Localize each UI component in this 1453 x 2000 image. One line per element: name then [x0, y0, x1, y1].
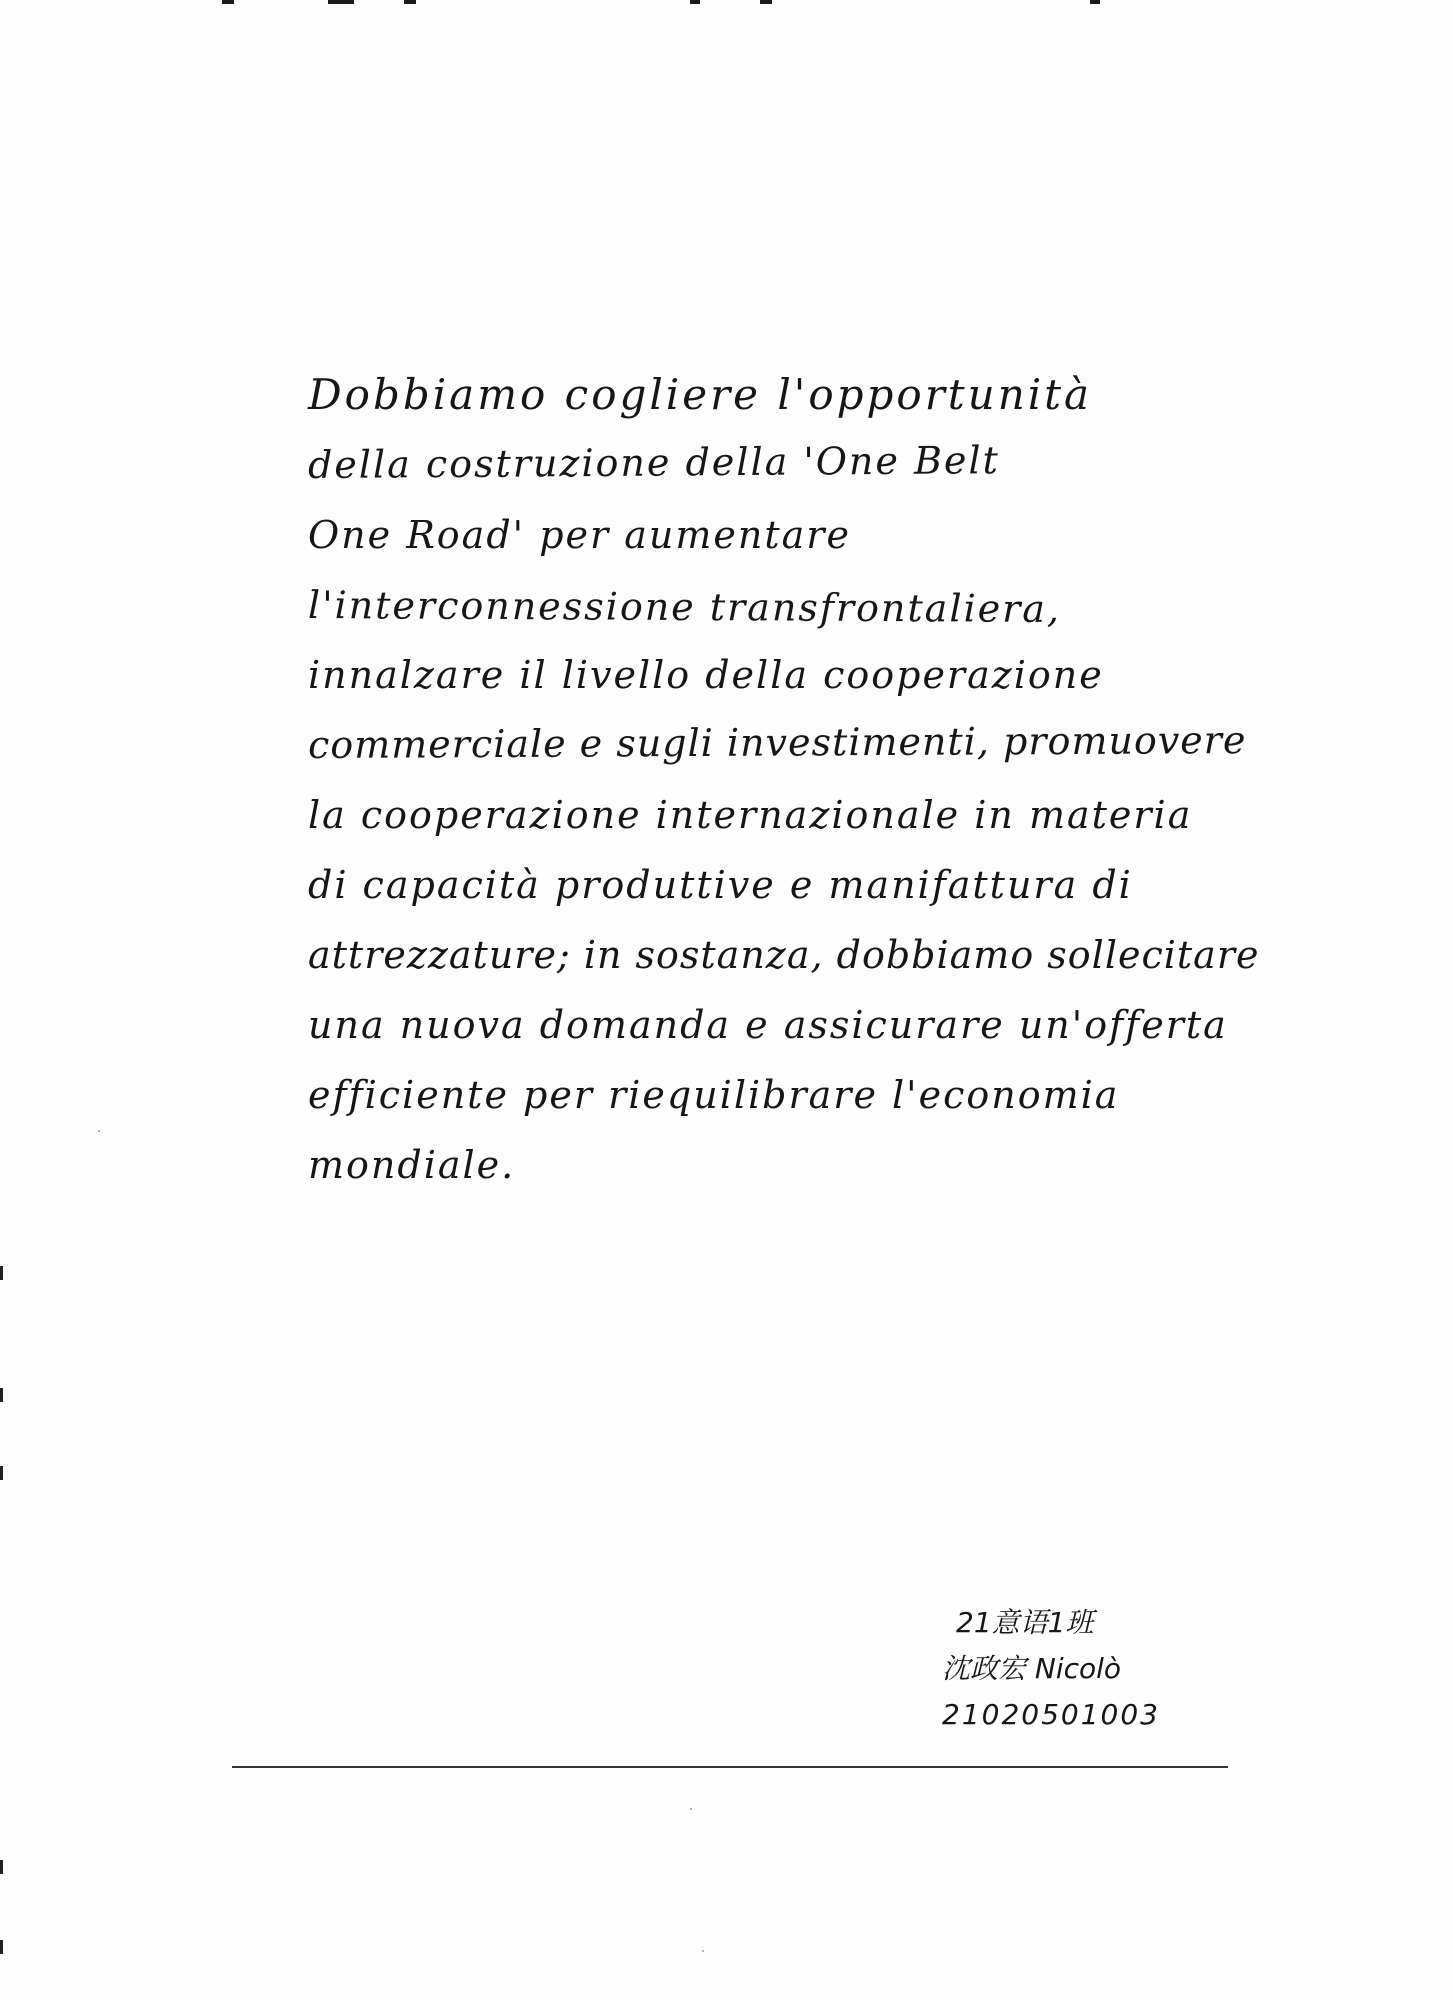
margin-tick: [0, 1860, 3, 1874]
margin-tick: [0, 1466, 3, 1480]
bottom-rule: [232, 1766, 1228, 1768]
scan-artifact: [222, 0, 234, 4]
student-id: 21020501003: [942, 1698, 1160, 1731]
scan-artifact: [404, 0, 416, 4]
text-line: One Road' per aumentare: [308, 513, 851, 557]
text-line: l'interconnessione transfrontaliera,: [307, 583, 1062, 631]
text-line: attrezzature; in sostanza, dobbiamo sollecitare: [308, 933, 1260, 977]
dust-speck: [690, 1808, 692, 1810]
scan-artifact: [328, 0, 354, 4]
dust-speck: [702, 1950, 704, 1952]
text-line: una nuova domanda e assicurare un'offerta: [308, 1003, 1228, 1047]
margin-tick: [0, 1388, 3, 1402]
margin-tick: [0, 1940, 3, 1954]
text-line: innalzare il livello della cooperazione: [308, 653, 1104, 697]
text-line: mondiale.: [308, 1143, 516, 1187]
margin-tick: [0, 1266, 3, 1280]
text-line: la cooperazione internazionale in materia: [308, 793, 1193, 837]
scan-artifact: [760, 0, 772, 4]
class-label: 21意语1班: [956, 1606, 1094, 1639]
text-line: efficiente per riequilibrare l'economia: [308, 1073, 1120, 1117]
text-line: Dobbiamo cogliere l'opportunità: [308, 370, 1093, 419]
text-line: della costruzione della 'One Belt: [307, 438, 1000, 487]
student-name: 沈政宏 Nicolò: [942, 1652, 1122, 1685]
dust-speck: [98, 1130, 100, 1132]
handwritten-paragraph: [307, 360, 1260, 1200]
text-line: di capacità produttive e manifattura di: [308, 863, 1133, 907]
text-line: commerciale e sugli investimenti, promuovere: [307, 718, 1247, 767]
scan-artifact: [690, 0, 700, 4]
scan-artifact: [1090, 0, 1100, 4]
signature-block: [942, 1600, 1182, 1738]
